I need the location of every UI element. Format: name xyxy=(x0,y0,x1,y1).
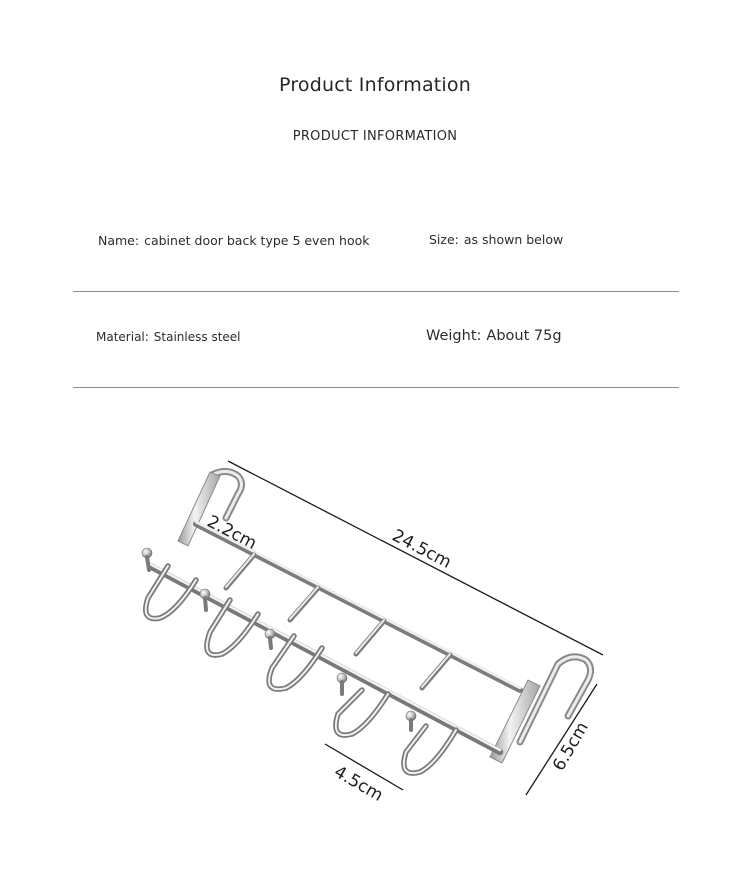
spec-name-value: cabinet door back type 5 even hook xyxy=(144,233,370,248)
hook-5 xyxy=(404,711,456,773)
spec-size-label: Size: xyxy=(429,232,459,247)
dimension-height-label: 6.5cm xyxy=(549,718,593,775)
spec-weight-value: About 75g xyxy=(486,328,562,344)
hook-4 xyxy=(336,673,388,735)
spec-weight-label: Weight: xyxy=(426,328,482,344)
length-dimension-line xyxy=(228,461,603,655)
hooks xyxy=(142,548,456,773)
dimension-lines xyxy=(228,461,603,795)
page-title: Product Information xyxy=(279,74,471,96)
spec-material-label: Material: xyxy=(96,330,149,344)
spec-material-value: Stainless steel xyxy=(153,330,241,344)
dimension-length-label: 24.5cm xyxy=(388,525,455,573)
hook-3 xyxy=(265,629,322,689)
dimension-depth-label: 2.2cm xyxy=(203,511,260,554)
spec-name-label: Name: xyxy=(98,233,140,248)
spec-size-value: as shown below xyxy=(463,232,564,247)
dimension-spacing-label: 4.5cm xyxy=(330,762,387,806)
page-subtitle: PRODUCT INFORMATION xyxy=(292,129,458,144)
